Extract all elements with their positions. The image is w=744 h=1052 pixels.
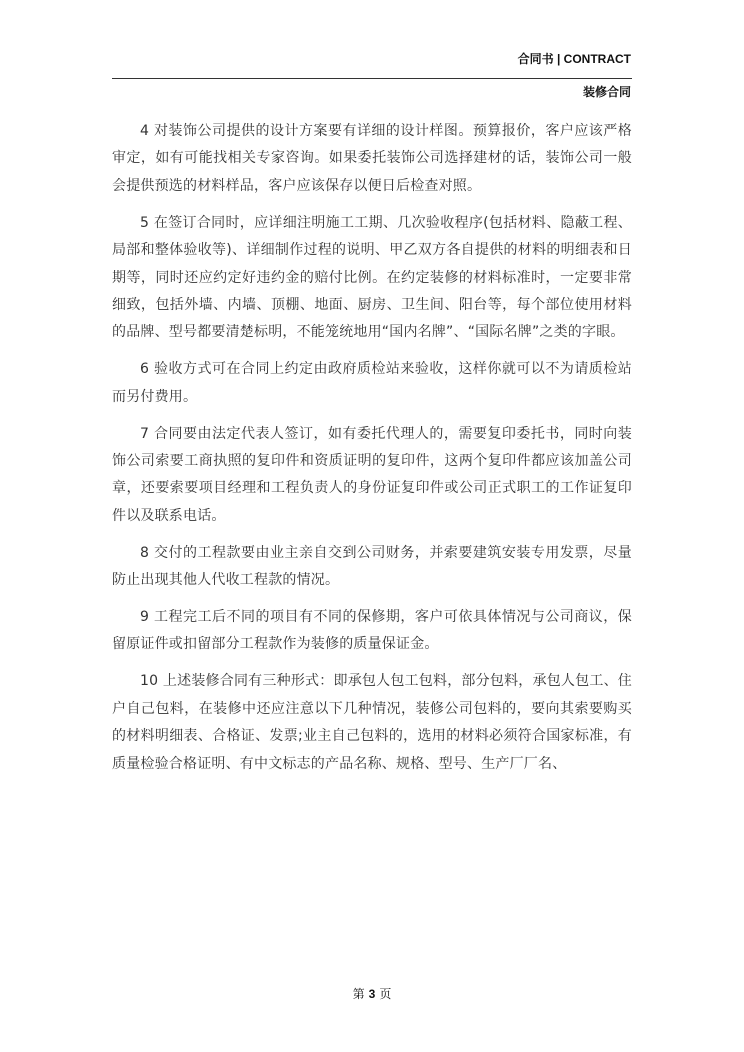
document-body xyxy=(112,118,632,778)
paragraph-4: 4 对装饰公司提供的设计方案要有详细的设计样图。预算报价，客户应该严格审定，如有可能找相关专家咨询。如果委托装饰公司选择建材的话，装饰公司一般会提供预选的材料样品，客户应该保存以便日后检查对照。 xyxy=(112,123,632,194)
page-number-suffix: 页 xyxy=(379,987,392,1001)
paragraph-10: 10 上述装修合同有三种形式：即承包人包工包料，部分包料，承包人包工、住户自己包料，在装修中还应注意以下几种情况，装修公司包料的，要向其索要购买的材料明细表、合格证、发票;业主自己包料的，选用的材料必须符合国家标准，有质量检验合格证明、有中文标志的产品名称、规格、型号、生产厂厂名、 xyxy=(112,673,632,772)
page-number-prefix: 第 xyxy=(352,987,365,1001)
page-number: 3 xyxy=(368,987,376,1001)
paragraph-8: 8 交付的工程款要由业主亲自交到公司财务，并索要建筑安装专用发票，尽量防止出现其他人代收工程款的情况。 xyxy=(112,544,632,589)
paragraph-7: 7 合同要由法定代表人签订，如有委托代理人的，需要复印委托书，同时向装饰公司索要工商执照的复印件和资质证明的复印件，这两个复印件都应该加盖公司章，还要索要项目经理和工程负责人的身份证复印件或公司正式职工的工作证复印件以及联系电话。 xyxy=(112,425,632,524)
paragraph-5: 5 在签订合同时，应详细注明施工工期、几次验收程序(包括材料、隐蔽工程、局部和整体验收等)、详细制作过程的说明、甲乙双方各自提供的材料的明细表和日期等，同时还应约定好违约金的赔付比例。在约定装修的材料标准时，一定要非常细致，包括外墙、内墙、顶棚、地面、厨房、卫生间、阳台等，每个部位使用材料的品牌、型号都要清楚标明，不能笼统地用“国内名牌”、“国际名牌”之类的字眼。 xyxy=(112,214,632,341)
header-title: 合同书 | CONTRACT xyxy=(517,52,631,66)
header-subtitle: 装修合同 xyxy=(582,85,631,99)
page-footer xyxy=(0,985,744,1002)
paragraph-9: 9 工程完工后不同的项目有不同的保修期，客户可依具体情况与公司商议，保留原证件或扣留部分工程款作为装修的质量保证金。 xyxy=(112,609,632,653)
page-header xyxy=(518,50,631,68)
header-divider xyxy=(112,78,632,79)
paragraph-6: 6 验收方式可在合同上约定由政府质检站来验收，这样你就可以不为请质检站而另付费用。 xyxy=(112,361,632,405)
